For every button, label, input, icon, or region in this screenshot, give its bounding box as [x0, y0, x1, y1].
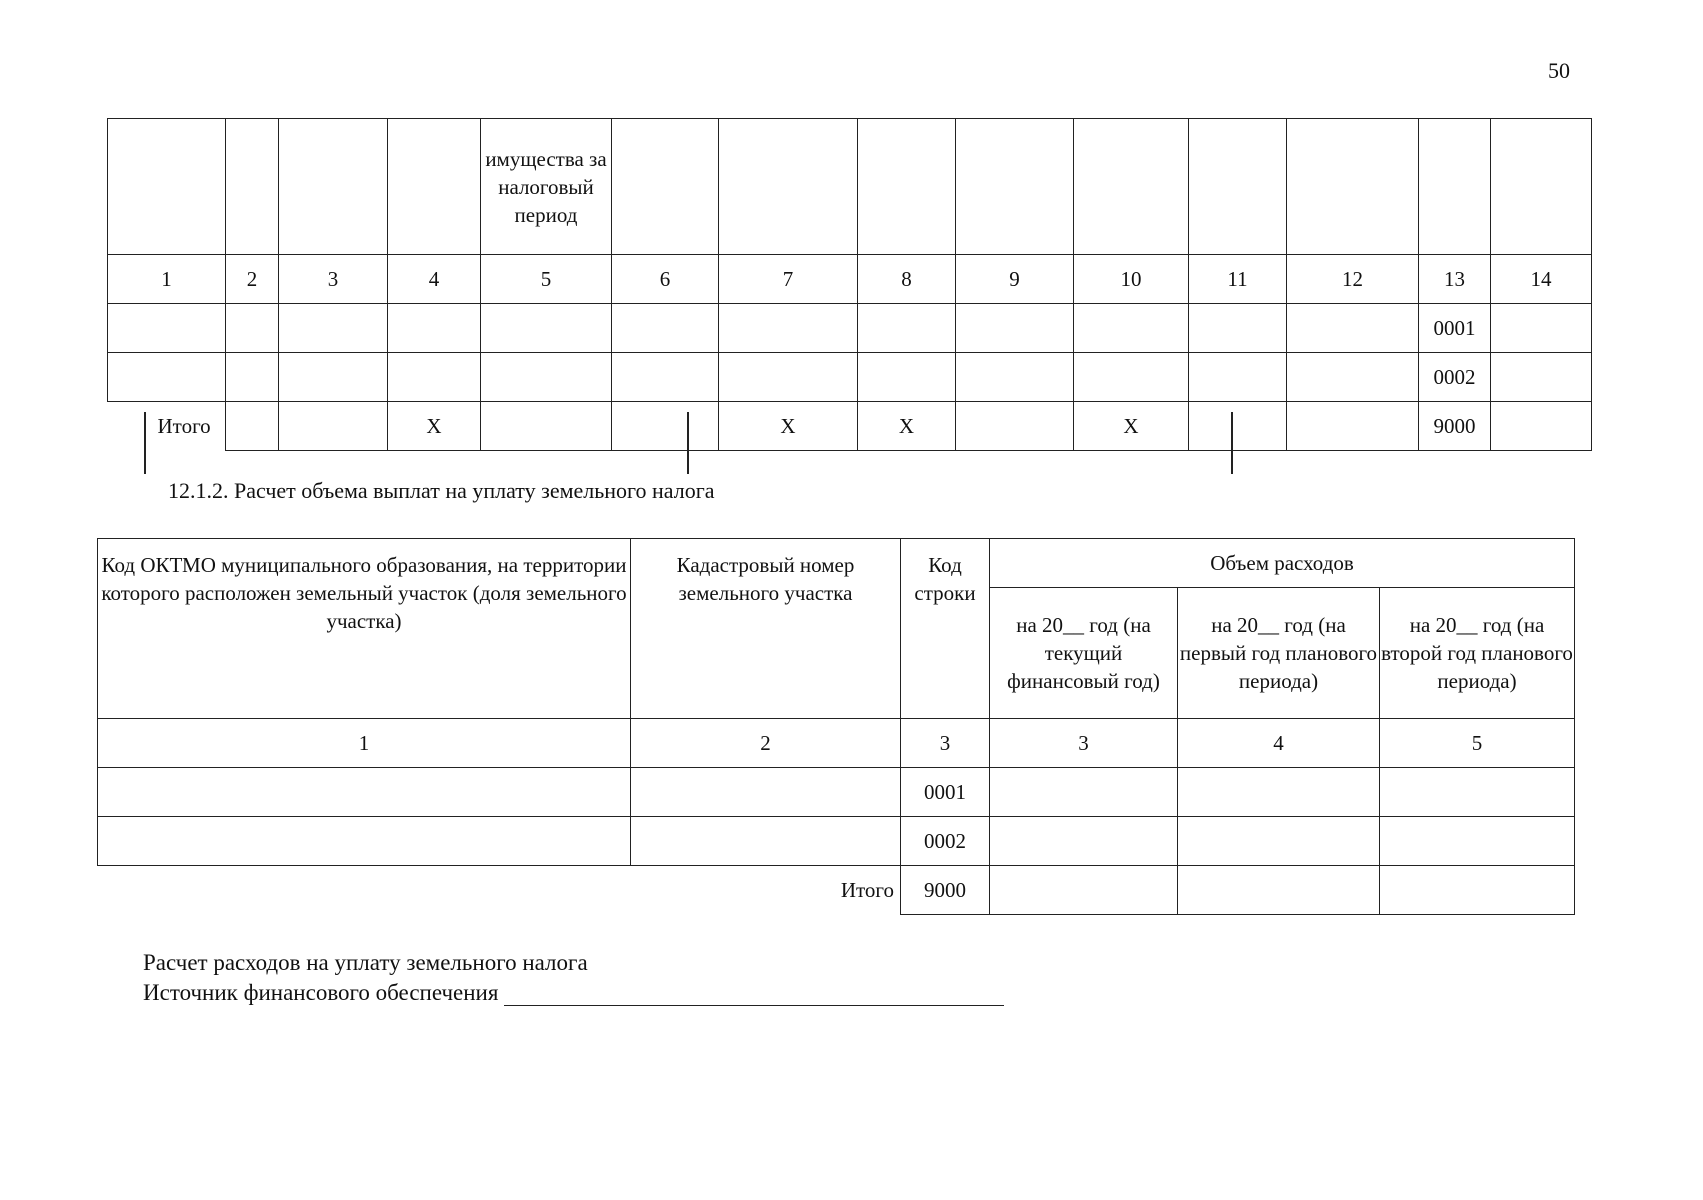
table-cell: [226, 353, 279, 402]
funding-source-label: Источник финансового обеспечения: [143, 980, 499, 1005]
scan-mark: [144, 412, 146, 474]
table-cell: [1287, 353, 1419, 402]
header-cell-col5: имущества за налоговый период: [481, 119, 612, 255]
header-year-first: на 20__ год (на первый год планового периода): [1178, 588, 1380, 719]
table-cell: [1189, 353, 1287, 402]
table-cell: [1380, 817, 1575, 866]
table-row: [98, 768, 1575, 817]
table-cell: [481, 304, 612, 353]
x-mark: X: [1074, 402, 1189, 451]
header-cell: [226, 119, 279, 255]
row-code: 0002: [1419, 353, 1491, 402]
column-number: 1: [108, 255, 226, 304]
table-cell: [1287, 304, 1419, 353]
table-row: [108, 304, 1592, 353]
property-tax-table-continuation: [107, 118, 1592, 451]
footer-source-line: [143, 980, 1004, 1006]
table-a-header-row: [108, 119, 1592, 255]
table-cell: [279, 402, 388, 451]
header-cell: [956, 119, 1074, 255]
table-cell: [719, 353, 858, 402]
column-number: 11: [1189, 255, 1287, 304]
table-cell: [1178, 866, 1380, 915]
table-cell: [990, 817, 1178, 866]
table-cell: [388, 353, 481, 402]
column-number: 3: [279, 255, 388, 304]
column-number: 1: [98, 719, 631, 768]
row-code: 0001: [1419, 304, 1491, 353]
table-cell: [481, 353, 612, 402]
table-cell: [858, 304, 956, 353]
table-cell: [108, 353, 226, 402]
header-cell: [612, 119, 719, 255]
column-number: 4: [1178, 719, 1380, 768]
row-code: 0001: [901, 768, 990, 817]
table-cell: [1491, 304, 1592, 353]
empty-cell: [98, 866, 631, 915]
header-expenses: Объем расходов: [990, 539, 1575, 588]
column-number: 6: [612, 255, 719, 304]
total-label: Итого: [631, 866, 901, 915]
table-cell: [98, 768, 631, 817]
header-cell: [719, 119, 858, 255]
x-mark: X: [858, 402, 956, 451]
section-title: 12.1.2. Расчет объема выплат на уплату земельного налога: [168, 478, 715, 503]
page-number: 50: [1548, 58, 1570, 83]
header-cadastral: Кадастровый номер земельного участка: [631, 539, 901, 719]
total-row: [108, 402, 1592, 451]
table-cell: [279, 353, 388, 402]
table-cell: [956, 304, 1074, 353]
table-cell: [719, 304, 858, 353]
header-cell: [279, 119, 388, 255]
table-cell: [612, 304, 719, 353]
column-number: 7: [719, 255, 858, 304]
column-number: 3: [901, 719, 990, 768]
table-cell: [1178, 768, 1380, 817]
column-number: 5: [1380, 719, 1575, 768]
total-code: 9000: [901, 866, 990, 915]
table-cell: [1189, 402, 1287, 451]
column-number: 13: [1419, 255, 1491, 304]
x-mark: X: [388, 402, 481, 451]
footer-calculation-label: Расчет расходов на уплату земельного налога: [143, 950, 588, 975]
table-cell: [1074, 304, 1189, 353]
scan-mark: [687, 412, 689, 474]
land-tax-table: [97, 538, 1575, 915]
table-cell: [631, 817, 901, 866]
table-cell: [956, 353, 1074, 402]
table-a-column-numbers: [108, 255, 1592, 304]
column-number: 5: [481, 255, 612, 304]
funding-source-blank: [504, 981, 1004, 1006]
table-cell: [1178, 817, 1380, 866]
header-cell: [1189, 119, 1287, 255]
table-cell: [612, 402, 719, 451]
table-cell: [631, 768, 901, 817]
header-oktmo: Код ОКТМО муниципального образования, на территории которого расположен земельный участок (доля земельного участка): [98, 539, 631, 719]
table-cell: [1380, 866, 1575, 915]
header-year-current: на 20__ год (на текущий финансовый год): [990, 588, 1178, 719]
total-row: [98, 866, 1575, 915]
column-number: 10: [1074, 255, 1189, 304]
header-cell: [1287, 119, 1419, 255]
table-cell: [1287, 402, 1419, 451]
table-cell: [1189, 304, 1287, 353]
header-year-second: на 20__ год (на второй год планового периода): [1380, 588, 1575, 719]
table-cell: [990, 866, 1178, 915]
column-number: 3: [990, 719, 1178, 768]
x-mark: X: [719, 402, 858, 451]
table-cell: [226, 402, 279, 451]
column-number: 9: [956, 255, 1074, 304]
header-cell: [388, 119, 481, 255]
table-cell: [990, 768, 1178, 817]
column-number: 14: [1491, 255, 1592, 304]
header-cell: [1074, 119, 1189, 255]
table-b-column-numbers: [98, 719, 1575, 768]
column-number: 12: [1287, 255, 1419, 304]
header-cell: [1419, 119, 1491, 255]
table-cell: [956, 402, 1074, 451]
table-cell: [226, 304, 279, 353]
header-cell: [1491, 119, 1592, 255]
column-number: 8: [858, 255, 956, 304]
table-cell: [1491, 353, 1592, 402]
row-code: 0002: [901, 817, 990, 866]
table-cell: [108, 304, 226, 353]
total-code: 9000: [1419, 402, 1491, 451]
table-cell: [388, 304, 481, 353]
table-cell: [858, 353, 956, 402]
table-cell: [98, 817, 631, 866]
table-cell: [481, 402, 612, 451]
table-cell: [1491, 402, 1592, 451]
column-number: 2: [226, 255, 279, 304]
table-cell: [1380, 768, 1575, 817]
table-row: [108, 353, 1592, 402]
total-label: Итого: [108, 402, 226, 451]
table-cell: [612, 353, 719, 402]
column-number: 4: [388, 255, 481, 304]
header-cell: [858, 119, 956, 255]
table-row: [98, 817, 1575, 866]
header-row-code: Код строки: [901, 539, 990, 719]
table-cell: [1074, 353, 1189, 402]
table-cell: [279, 304, 388, 353]
column-number: 2: [631, 719, 901, 768]
scan-mark: [1231, 412, 1233, 474]
table-b-header-row-1: [98, 539, 1575, 588]
header-cell: [108, 119, 226, 255]
